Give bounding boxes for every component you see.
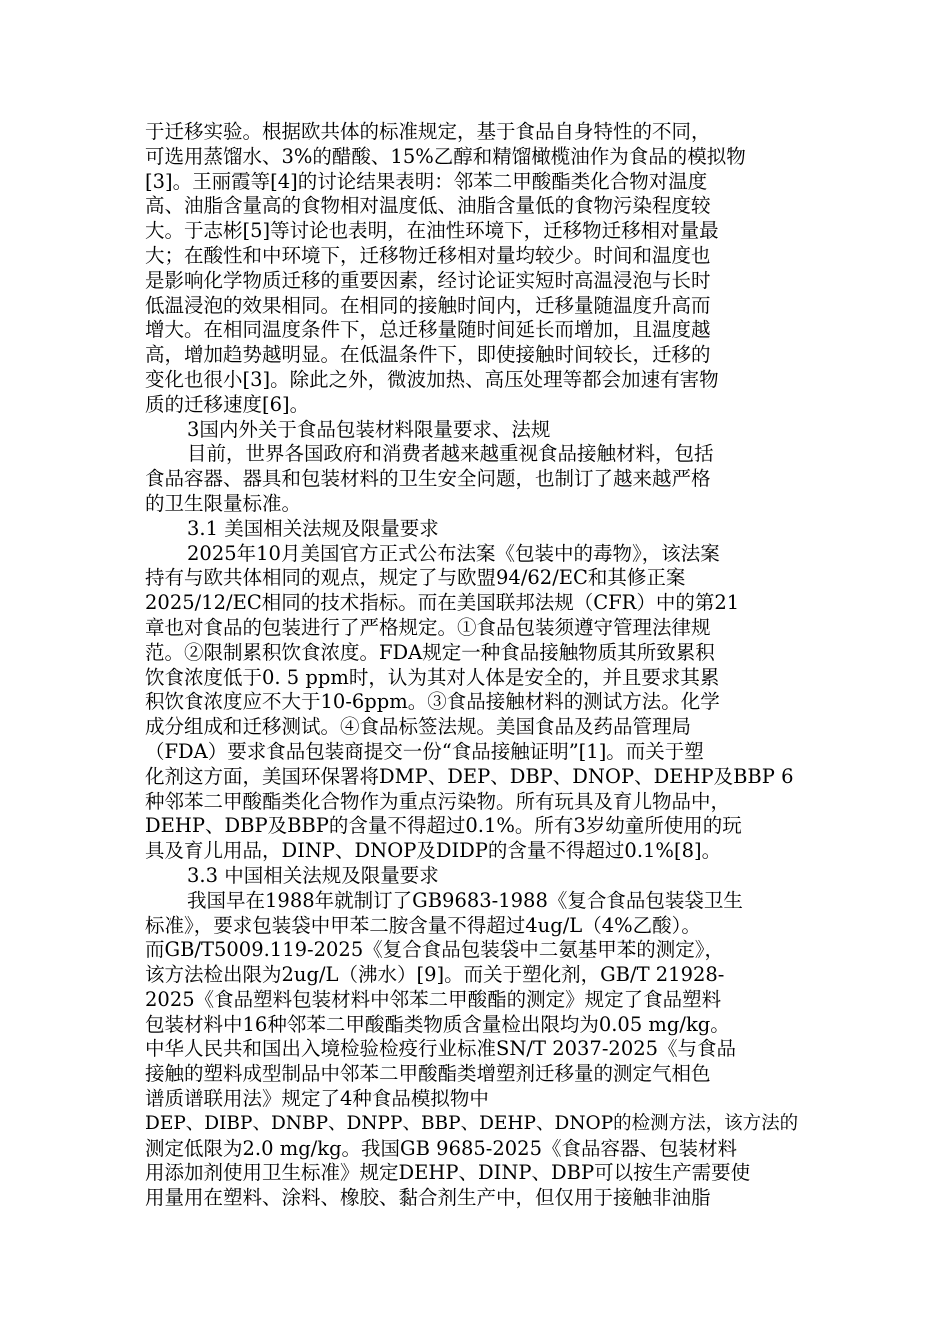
- text-line: 积饮食浓度应不大于10-6ppm。③食品接触材料的测试方法。化学: [145, 690, 720, 714]
- text-line: （FDA）要求食品包装商提交一份“食品接触证明”[1]。而关于塑: [145, 739, 704, 763]
- text-line: 测定低限为2.0 mg/kg。我国GB 9685-2025《食品容器、包装材料: [145, 1136, 737, 1160]
- text-line: 包装材料中16种邻苯二甲酸酯类物质含量检出限均为0.05 mg/kg。: [145, 1012, 730, 1036]
- text-line: 用量用在塑料、涂料、橡胶、黏合剂生产中，但仅用于接触非油脂: [145, 1186, 711, 1210]
- text-line: 高、油脂含量高的食物相对温度低、油脂含量低的食物污染程度较: [145, 194, 711, 218]
- text-line: 食品容器、器具和包装材料的卫生安全问题，也制订了越来越严格: [145, 467, 711, 491]
- text-line: DEP、DIBP、DNBP、DNPP、BBP、DEHP、DNOP的检测方法，该方法的: [145, 1112, 799, 1134]
- text-line: 化剂这方面，美国环保署将DMP、DEP、DBP、DNOP、DEHP及BBP 6: [145, 764, 794, 788]
- text-line: 3.3 中国相关法规及限量要求: [187, 863, 439, 887]
- document-body: [145, 120, 810, 1211]
- text-line: 3.1 美国相关法规及限量要求: [187, 516, 439, 540]
- text-line: 范。②限制累积饮食浓度。FDA规定一种食品接触物质其所致累积: [145, 640, 715, 664]
- text-line: 变化也很小[3]。除此之外，微波加热、高压处理等都会加速有害物: [145, 367, 719, 391]
- text-line: [3]。王丽霞等[4]的讨论结果表明：邻苯二甲酸酯类化合物对温度: [145, 169, 708, 193]
- text-line: 章也对食品的包装进行了严格规定。①食品包装须遵守管理法律规: [145, 615, 711, 639]
- text-line: 我国早在1988年就制订了GB9683-1988《复合食品包装袋卫生: [187, 888, 743, 912]
- text-line: 接触的塑料成型制品中邻苯二甲酸酯类增塑剂迁移量的测定气相色: [145, 1062, 711, 1086]
- text-line: 增大。在相同温度条件下，总迁移量随时间延长而增加，且温度越: [145, 318, 711, 342]
- text-line: 持有与欧共体相同的观点，规定了与欧盟94/62/EC和其修正案: [145, 566, 686, 590]
- text-line: 谱质谱联用法》规定了4种食品模拟物中: [145, 1087, 489, 1111]
- text-line: 中华人民共和国出入境检验检疫行业标准SN/T 2037-2025《与食品: [145, 1037, 737, 1061]
- text-line: 3国内外关于食品包装材料限量要求、法规: [187, 417, 551, 441]
- text-line: 质的迁移速度[6]。: [145, 392, 310, 416]
- text-line: 是影响化学物质迁移的重要因素，经讨论证实短时高温浸泡与长时: [145, 268, 711, 292]
- text-line: 低温浸泡的效果相同。在相同的接触时间内，迁移量随温度升高而: [145, 293, 711, 317]
- text-line: 2025年10月美国官方正式公布法案《包装中的毒物》，该法案: [187, 541, 720, 565]
- text-line: 成分组成和迁移测试。④食品标签法规。美国食品及药品管理局: [145, 715, 692, 739]
- text-line: 高，增加趋势越明显。在低温条件下，即使接触时间较长，迁移的: [145, 343, 711, 367]
- text-line: 的卫生限量标准。: [145, 491, 302, 515]
- text-line: 标准》，要求包装袋中甲苯二胺含量不得超过4ug/L（4%乙酸）。: [145, 913, 701, 937]
- text-line: 具及育儿用品，DINP、DNOP及DIDP的含量不得超过0.1%[8]。: [145, 839, 722, 863]
- text-line: 种邻苯二甲酸酯类化合物作为重点污染物。所有玩具及育儿物品中，: [145, 789, 731, 813]
- text-line: 可选用蒸馏水、3%的醋酸、15%乙醇和精馏橄榄油作为食品的模拟物: [145, 144, 746, 168]
- text-line: 大。于志彬[5]等讨论也表明，在油性环境下，迁移物迁移相对量最: [145, 219, 719, 243]
- text-line: 饮食浓度低于0. 5 ppm时，认为其对人体是安全的，并且要求其累: [145, 665, 720, 689]
- text-line: 2025《食品塑料包装材料中邻苯二甲酸酯的测定》规定了食品塑料: [145, 987, 722, 1011]
- text-line: 于迁移实验。根据欧共体的标准规定，基于食品自身特性的不同，: [145, 120, 711, 143]
- text-line: 2025/12/EC相同的技术指标。而在美国联邦法规（CFR）中的第21: [145, 591, 740, 615]
- text-line: DEHP、DBP及BBP的含量不得超过0.1%。所有3岁幼童所使用的玩: [145, 814, 742, 838]
- text-line: 而GB/T5009.119-2025《复合食品包装袋中二氨基甲苯的测定》，: [145, 938, 724, 962]
- text-line: 用添加剂使用卫生标准》规定DEHP、DINP、DBP可以按生产需要使: [145, 1161, 751, 1185]
- text-line: 大；在酸性和中环境下，迁移物迁移相对量均较少。时间和温度也: [145, 243, 711, 267]
- text-line: 该方法检出限为2ug/L（沸水）[9]。而关于塑化剂，GB/T 21928-: [145, 963, 725, 987]
- text-line: 目前，世界各国政府和消费者越来越重视食品接触材料，包括: [187, 442, 714, 466]
